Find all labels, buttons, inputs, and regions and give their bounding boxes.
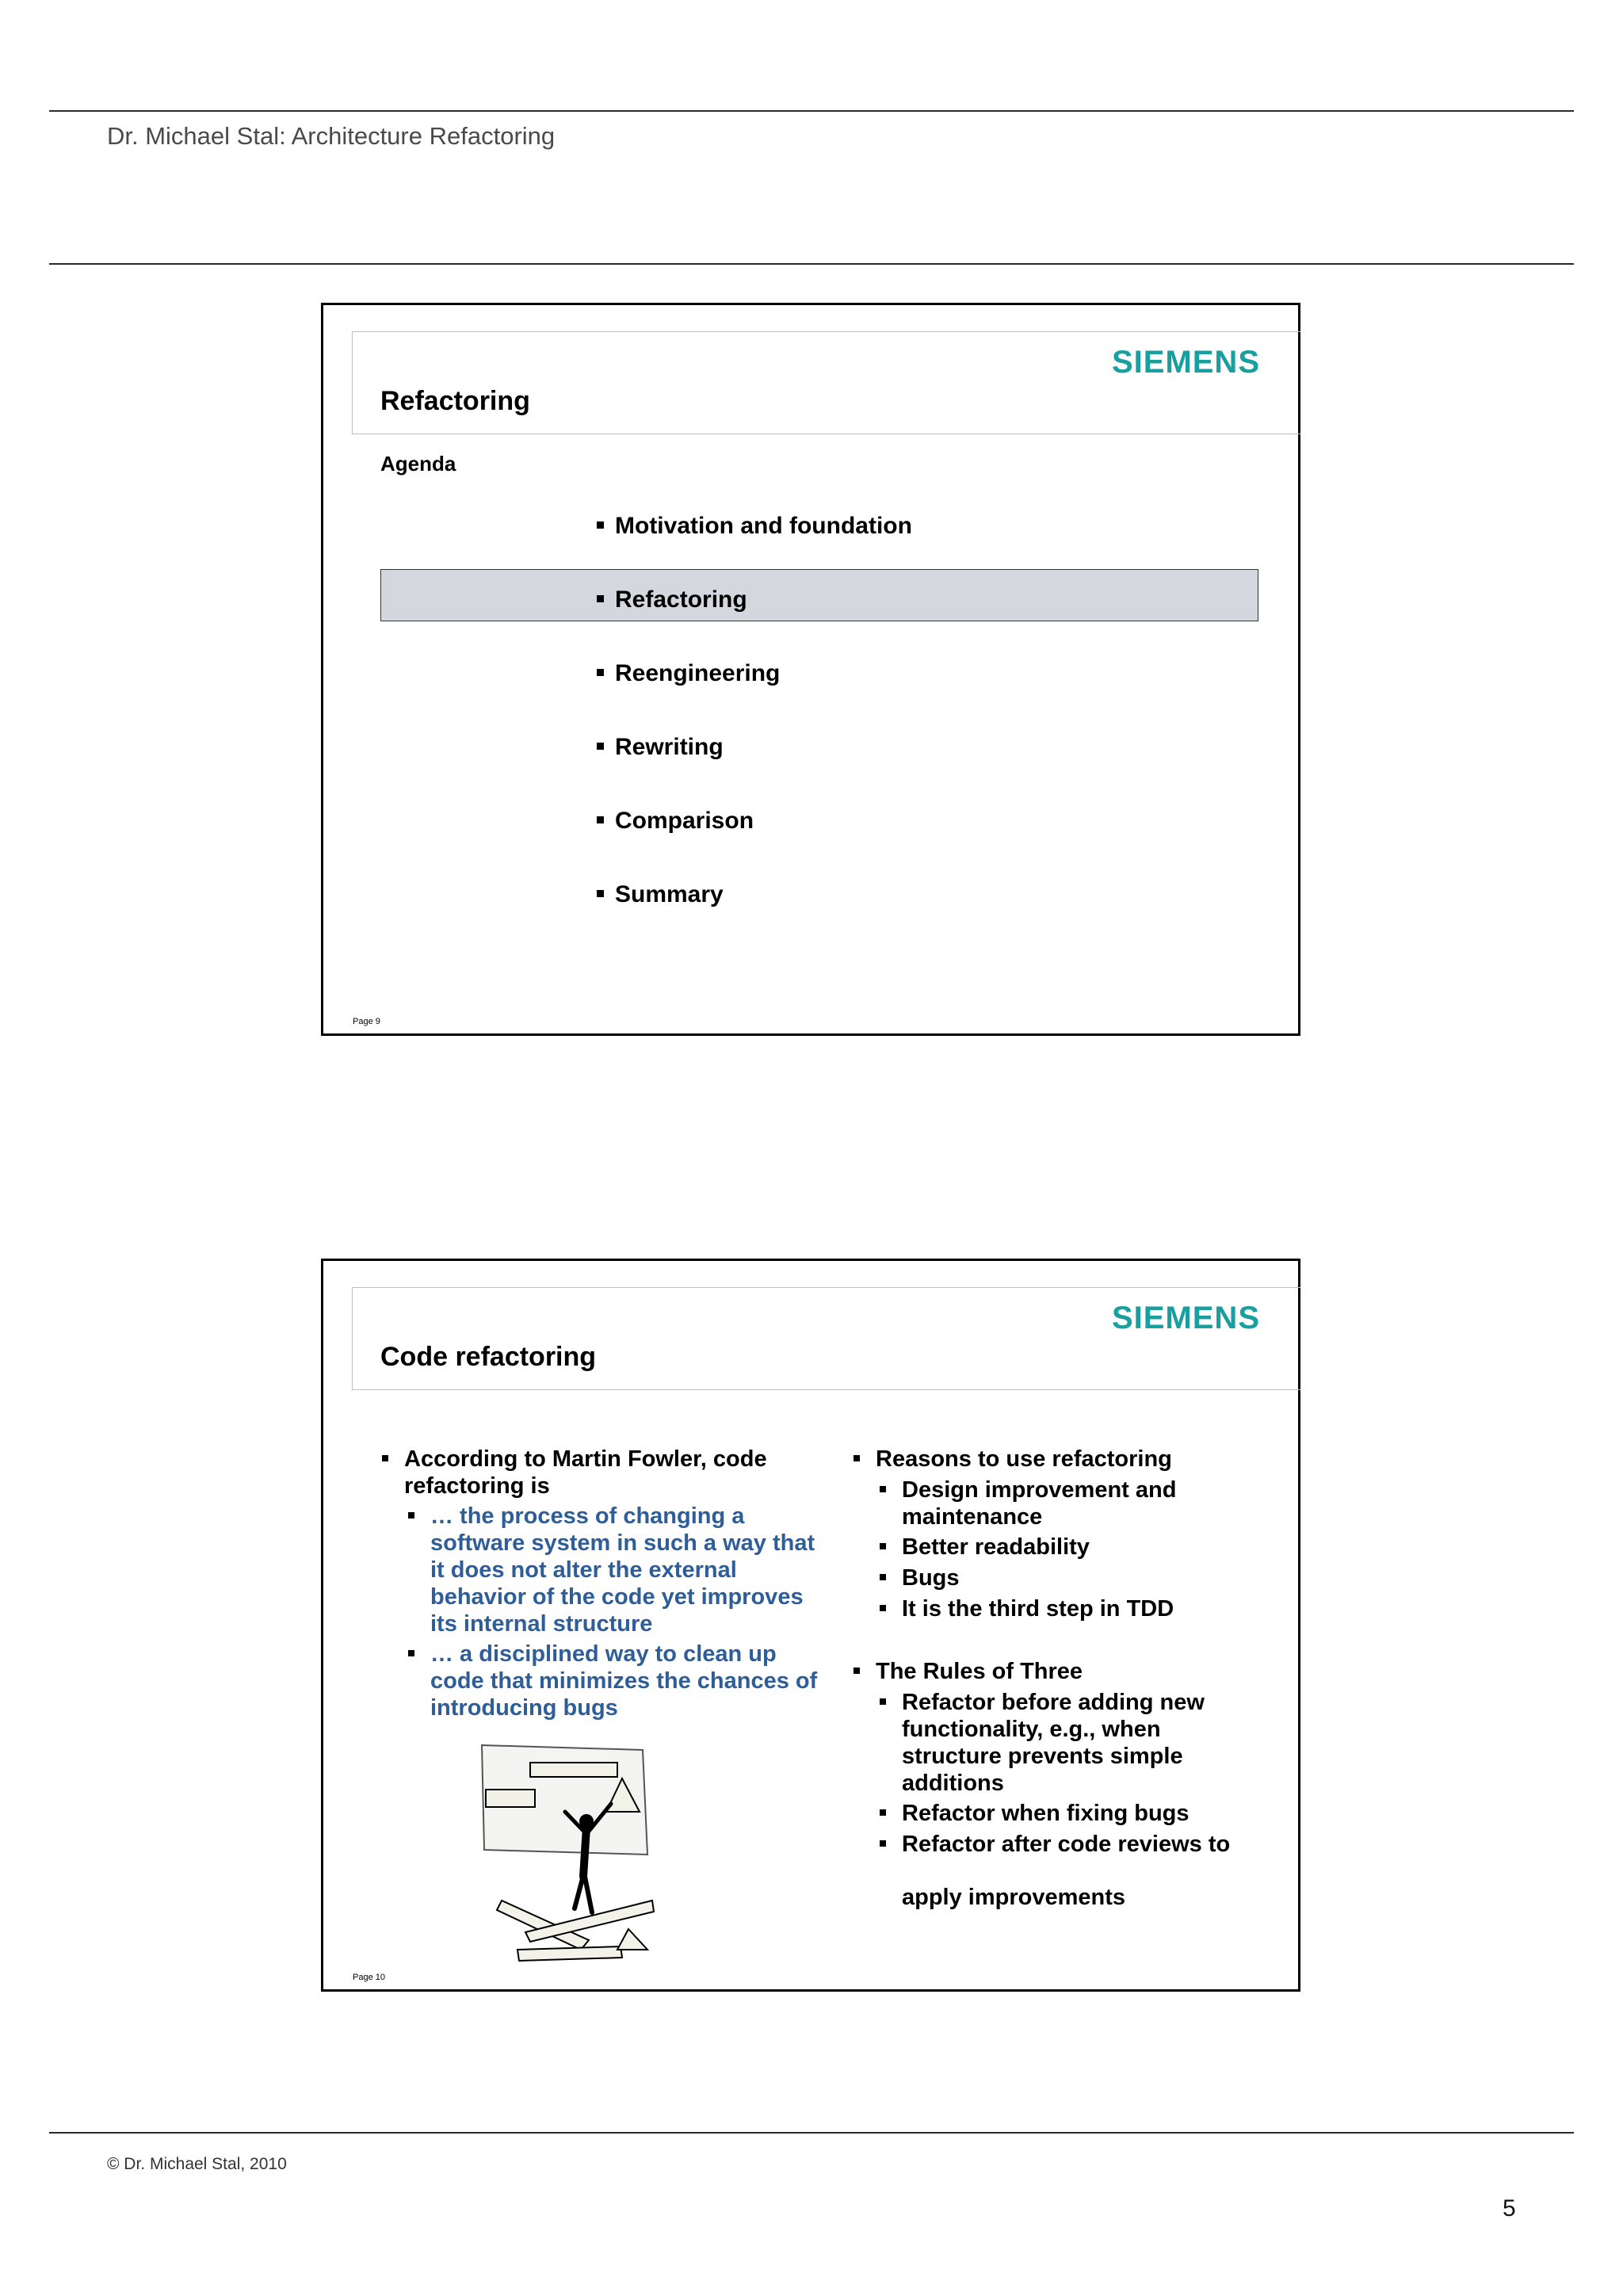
bullet-square-icon (408, 1512, 414, 1519)
bullet-square-icon (382, 1455, 388, 1461)
bullet-square-icon (880, 1543, 886, 1549)
bullet-rules-of-three: The Rules of Three (876, 1658, 1272, 1685)
sub-bullet-rule-continuation: apply improvements (902, 1885, 1126, 1910)
agenda-item: Summary (597, 881, 724, 908)
slide-page-label: Page 10 (353, 1973, 385, 1982)
bullet-square-icon (597, 816, 604, 823)
sub-bullet-definition-1: … the process of changing a software system in such a way that it does not alter the external behavior of the code yet improves its internal structure (430, 1503, 819, 1637)
agenda-item: Motivation and foundation (597, 513, 912, 540)
agenda-item: Comparison (597, 808, 754, 835)
bullet-square-icon (597, 595, 604, 602)
bullet-square-icon (597, 521, 604, 529)
bullet-square-icon (597, 890, 604, 897)
bullet-square-icon (408, 1650, 414, 1656)
siemens-logo: SIEMENS (1111, 345, 1260, 380)
bullet-square-icon (880, 1486, 886, 1492)
footer-rule (49, 2132, 1574, 2134)
bullet-square-icon (880, 1574, 886, 1580)
document-header: Dr. Michael Stal: Architecture Refactoring (107, 122, 556, 150)
sub-bullet-reason: It is the third step in TDD (902, 1595, 1243, 1622)
bullet-square-icon (854, 1455, 860, 1461)
bullet-fowler-definition: According to Martin Fowler, code refactoring is (404, 1446, 816, 1499)
copyright-footer: © Dr. Michael Stal, 2010 (107, 2155, 287, 2173)
sub-bullet-definition-2: … a disciplined way to clean up code that minimizes the chances of introducing bugs (430, 1641, 819, 1721)
header-rule-top (49, 110, 1574, 112)
sub-bullet-reason: Better readability (902, 1534, 1243, 1561)
slide-title: Refactoring (380, 386, 530, 416)
agenda-label: Agenda (380, 452, 456, 476)
bullet-square-icon (597, 743, 604, 750)
sub-bullet-rule: Refactor before adding new functionality, e.g., when structure prevents simple additions (902, 1689, 1243, 1797)
bullet-reasons: Reasons to use refactoring (876, 1446, 1272, 1473)
agenda-highlight-box (380, 569, 1258, 621)
bullet-square-icon (854, 1668, 860, 1674)
agenda-item: Reengineering (597, 660, 780, 687)
sub-bullet-rule: Refactor after code reviews to (902, 1831, 1243, 1858)
page-number: 5 (1503, 2195, 1516, 2222)
bullet-square-icon (880, 1840, 886, 1847)
bullet-square-icon (880, 1698, 886, 1705)
sub-bullet-reason: Design improvement and maintenance (902, 1477, 1243, 1530)
sub-bullet-reason: Bugs (902, 1564, 1243, 1591)
slide-agenda (321, 303, 1300, 1036)
bullet-square-icon (597, 669, 604, 676)
slide-title: Code refactoring (380, 1342, 597, 1372)
agenda-item-current: Refactoring (597, 586, 747, 613)
sub-bullet-rule: Refactor when fixing bugs (902, 1800, 1243, 1827)
header-rule-bottom (49, 263, 1574, 265)
slide-page-label: Page 9 (353, 1017, 380, 1026)
siemens-logo: SIEMENS (1111, 1301, 1260, 1335)
bullet-square-icon (880, 1809, 886, 1816)
slide-code-refactoring (321, 1259, 1300, 1992)
bullet-square-icon (880, 1605, 886, 1611)
agenda-item: Rewriting (597, 734, 724, 761)
stick-figure-sketch-icon (478, 1742, 660, 1972)
